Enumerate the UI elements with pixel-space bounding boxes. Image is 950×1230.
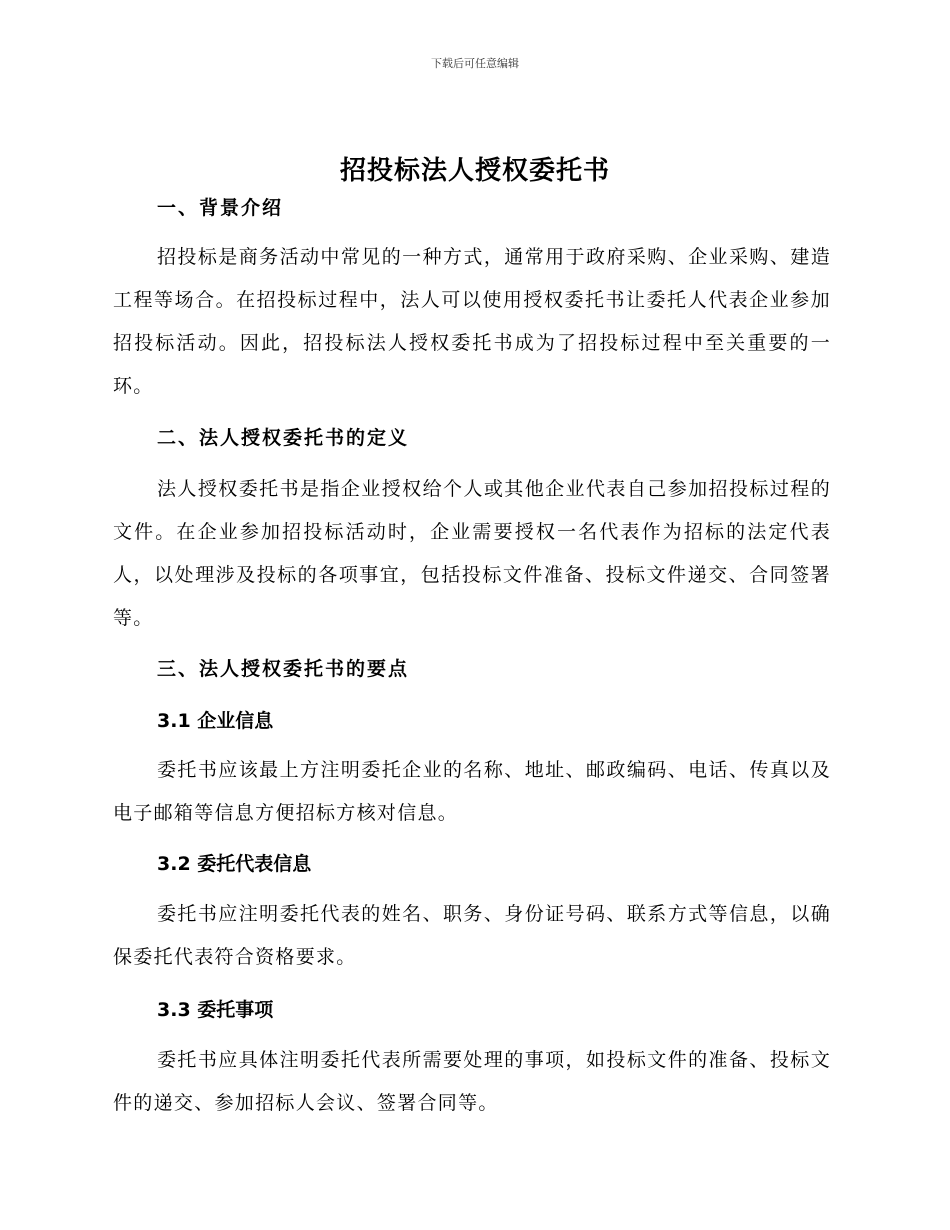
subsection-3-1-heading: 3.1 企业信息	[157, 710, 274, 732]
section-3-heading: 三、法人授权委托书的要点	[157, 658, 410, 680]
subsection-3-2-paragraph: 委托书应注明委托代表的姓名、职务、身份证号码、联系方式等信息，以确保委托代表符合资格要求。	[113, 903, 831, 968]
subsection-3-2-heading: 3.2 委托代表信息	[157, 853, 312, 875]
section-1-paragraph: 招投标是商务活动中常见的一种方式，通常用于政府采购、企业采购、建造工程等场合。在招投标过程中，法人可以使用授权委托书让委托人代表企业参加招投标活动。因此，招投标法人授权委托书成为了招投标过程中至关重要的一环。	[113, 246, 831, 397]
document-title: 招投标法人授权委托书	[339, 156, 610, 186]
subsection-3-1-paragraph: 委托书应该最上方注明委托企业的名称、地址、邮政编码、电话、传真以及电子邮箱等信息方便招标方核对信息。	[113, 759, 831, 824]
section-1-heading: 一、背景介绍	[157, 197, 284, 219]
header-note: 下载后可任意编辑	[431, 57, 519, 70]
subsection-3-3-paragraph: 委托书应具体注明委托代表所需要处理的事项，如投标文件的准备、投标文件的递交、参加招标人会议、签署合同等。	[113, 1049, 831, 1114]
section-2-heading: 二、法人授权委托书的定义	[157, 427, 410, 449]
subsection-3-3-heading: 3.3 委托事项	[157, 999, 274, 1021]
section-2-paragraph: 法人授权委托书是指企业授权给个人或其他企业代表自己参加招投标过程的文件。在企业参加招投标活动时，企业需要授权一名代表作为招标的法定代表人，以处理涉及投标的各项事宜，包括投标文件准备、投标文件递交、合同签署等。	[113, 478, 831, 629]
